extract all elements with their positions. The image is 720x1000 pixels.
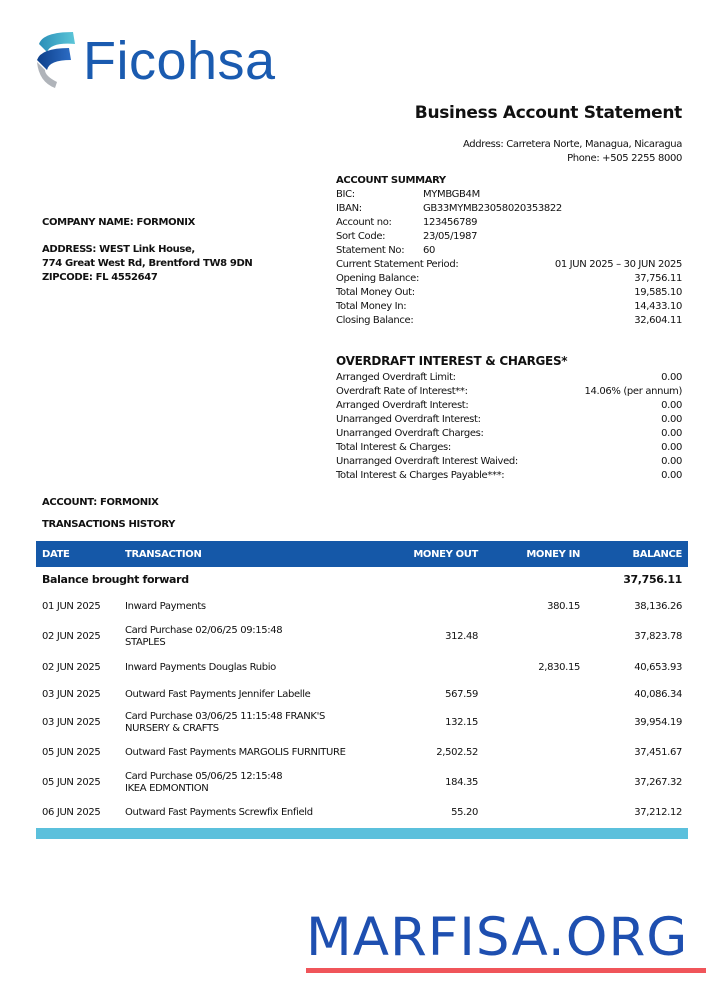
overdraft-row xyxy=(336,455,682,469)
transaction-line1: Card Purchase 05/06/25 12:15:48 xyxy=(125,771,283,782)
row-money-out: 184.35 xyxy=(445,777,478,788)
row-money-in xyxy=(484,798,586,828)
row-money-out: 2,502.52 xyxy=(436,747,478,758)
overdraft-value: 14.06% (per annum) xyxy=(584,386,682,397)
summary-total-label: Closing Balance: xyxy=(336,315,414,326)
row-balance: 37,451.67 xyxy=(634,747,682,758)
summary-field-row xyxy=(336,230,682,244)
overdraft-row xyxy=(336,399,682,413)
summary-total-label: Total Money Out: xyxy=(336,287,415,298)
balance-brought-forward-row xyxy=(36,567,688,593)
customer-address-1: ADDRESS: WEST Link House, xyxy=(42,244,195,255)
table-row xyxy=(36,708,688,738)
row-transaction xyxy=(119,768,382,798)
col-date: DATE xyxy=(36,541,119,567)
overdraft-label: Arranged Overdraft Limit: xyxy=(336,372,456,383)
summary-field-row xyxy=(336,202,682,216)
row-date: 05 JUN 2025 xyxy=(42,747,101,758)
row-money-out: 55.20 xyxy=(451,807,478,818)
row-date: 03 JUN 2025 xyxy=(42,717,101,728)
row-transaction xyxy=(119,654,382,682)
row-balance: 40,653.93 xyxy=(634,662,682,673)
row-money-out: 567.59 xyxy=(445,689,478,700)
overdraft-value: 0.00 xyxy=(661,372,682,383)
overdraft-value: 0.00 xyxy=(661,442,682,453)
summary-total-row xyxy=(336,314,682,328)
summary-total-row xyxy=(336,258,682,272)
transaction-line1: Card Purchase 02/06/25 09:15:48 xyxy=(125,625,283,636)
table-row xyxy=(36,620,688,654)
summary-field-value: 23/05/1987 xyxy=(423,231,478,242)
summary-field-value: 123456789 xyxy=(423,217,478,228)
overdraft-label: Overdraft Rate of Interest**: xyxy=(336,386,468,397)
watermark-underline xyxy=(306,968,706,973)
row-date: 03 JUN 2025 xyxy=(42,689,101,700)
summary-field-row xyxy=(336,244,682,258)
row-money-in xyxy=(484,620,586,654)
overdraft-value: 0.00 xyxy=(661,470,682,481)
table-row xyxy=(36,593,688,620)
row-transaction xyxy=(119,682,382,708)
table-row xyxy=(36,738,688,768)
row-money-in xyxy=(484,768,586,798)
summary-field-value: 60 xyxy=(423,245,436,256)
brought-forward-label: Balance brought forward xyxy=(42,573,189,586)
summary-field-row xyxy=(336,188,682,202)
table-row xyxy=(36,768,688,798)
summary-total-label: Opening Balance: xyxy=(336,273,420,284)
summary-total-value: 01 JUN 2025 – 30 JUN 2025 xyxy=(554,259,682,270)
row-money-in: 380.15 xyxy=(547,600,580,612)
bank-phone: Phone: +505 2255 8000 xyxy=(567,153,682,164)
summary-field-row xyxy=(336,216,682,230)
ficohsa-logo-mark-icon xyxy=(33,30,79,90)
row-money-out xyxy=(382,654,484,682)
transaction-line1: Outward Fast Payments MARGOLIS FURNITURE xyxy=(125,747,346,758)
row-transaction xyxy=(119,798,382,828)
row-date: 05 JUN 2025 xyxy=(42,777,101,788)
row-money-in: 2,830.15 xyxy=(538,662,580,673)
row-money-out: 132.15 xyxy=(445,717,478,728)
row-transaction xyxy=(119,593,382,620)
summary-total-value: 32,604.11 xyxy=(634,315,682,326)
summary-total-row xyxy=(336,272,682,286)
summary-field-label: Account no: xyxy=(336,217,392,228)
table-header-row xyxy=(36,541,688,567)
row-date: 02 JUN 2025 xyxy=(42,662,101,673)
row-transaction xyxy=(119,620,382,654)
row-date: 02 JUN 2025 xyxy=(42,631,101,642)
transaction-line1: Outward Fast Payments Jennifer Labelle xyxy=(125,689,311,700)
summary-field-value: MYMBGB4M xyxy=(423,189,480,200)
overdraft-label: Unarranged Overdraft Interest Waived: xyxy=(336,456,518,467)
row-money-out xyxy=(382,593,484,620)
row-money-in xyxy=(484,708,586,738)
summary-total-value: 14,433.10 xyxy=(634,301,682,312)
ficohsa-logo xyxy=(33,28,283,94)
row-transaction xyxy=(119,738,382,768)
summary-field-label: BIC: xyxy=(336,189,355,200)
overdraft-row xyxy=(336,413,682,427)
row-date: 01 JUN 2025 xyxy=(42,600,101,612)
overdraft-row xyxy=(336,371,682,385)
overdraft-heading: OVERDRAFT INTEREST & CHARGES* xyxy=(336,354,568,368)
account-label: ACCOUNT: FORMONIX xyxy=(42,497,159,508)
overdraft-row xyxy=(336,441,682,455)
row-balance: 38,136.26 xyxy=(634,600,682,612)
summary-total-label: Current Statement Period: xyxy=(336,259,459,270)
summary-field-label: Sort Code: xyxy=(336,231,386,242)
col-balance: BALANCE xyxy=(586,541,688,567)
col-money-out: MONEY OUT xyxy=(382,541,484,567)
watermark-text: MARFISA.ORG xyxy=(306,907,689,968)
overdraft-label: Total Interest & Charges Payable***: xyxy=(336,470,505,481)
overdraft-label: Unarranged Overdraft Interest: xyxy=(336,414,481,425)
row-balance: 39,954.19 xyxy=(634,717,682,728)
overdraft-row xyxy=(336,385,682,399)
overdraft-row xyxy=(336,427,682,441)
transaction-line2: STAPLES xyxy=(125,637,166,648)
overdraft-label: Unarranged Overdraft Charges: xyxy=(336,428,484,439)
row-balance: 37,212.12 xyxy=(634,807,682,818)
customer-address-2: 774 Great West Rd, Brentford TW8 9DN xyxy=(42,258,253,269)
transaction-line2: IKEA EDMONTION xyxy=(125,783,209,794)
overdraft-value: 0.00 xyxy=(661,428,682,439)
transaction-line1: Inward Payments xyxy=(125,600,206,612)
overdraft-row xyxy=(336,469,682,483)
transaction-line2: NURSERY & CRAFTS xyxy=(125,723,219,734)
summary-total-value: 37,756.11 xyxy=(634,273,682,284)
summary-field-value: GB33MYMB23058020353822 xyxy=(423,203,562,214)
table-footer-bar xyxy=(36,828,688,839)
row-money-in xyxy=(484,738,586,768)
row-money-in xyxy=(484,682,586,708)
transaction-line1: Outward Fast Payments Screwfix Enfield xyxy=(125,807,313,818)
transactions-table xyxy=(36,541,688,828)
overdraft-value: 0.00 xyxy=(661,456,682,467)
row-transaction xyxy=(119,708,382,738)
customer-zipcode: ZIPCODE: FL 4552647 xyxy=(42,272,158,283)
brought-forward-balance: 37,756.11 xyxy=(623,573,682,586)
transaction-line1: Inward Payments Douglas Rubio xyxy=(125,662,276,673)
summary-field-label: Statement No: xyxy=(336,245,405,256)
row-balance: 37,267.32 xyxy=(634,777,682,788)
summary-field-label: IBAN: xyxy=(336,203,362,214)
table-row xyxy=(36,654,688,682)
row-balance: 37,823.78 xyxy=(634,631,682,642)
summary-total-row xyxy=(336,300,682,314)
overdraft-value: 0.00 xyxy=(661,400,682,411)
statement-title: Business Account Statement xyxy=(414,103,682,123)
summary-total-label: Total Money In: xyxy=(336,301,407,312)
company-name: COMPANY NAME: FORMONIX xyxy=(42,217,195,228)
row-money-out: 312.48 xyxy=(445,631,478,642)
col-money-in: MONEY IN xyxy=(484,541,586,567)
bank-address: Address: Carretera Norte, Managua, Nicaragua xyxy=(462,139,682,150)
summary-total-row xyxy=(336,286,682,300)
transactions-history-label: TRANSACTIONS HISTORY xyxy=(42,519,176,530)
table-row xyxy=(36,682,688,708)
row-balance: 40,086.34 xyxy=(634,689,682,700)
col-transaction: TRANSACTION xyxy=(119,541,382,567)
summary-total-value: 19,585.10 xyxy=(634,287,682,298)
table-row xyxy=(36,798,688,828)
overdraft-value: 0.00 xyxy=(661,414,682,425)
account-summary-heading: ACCOUNT SUMMARY xyxy=(336,175,446,186)
row-date: 06 JUN 2025 xyxy=(42,807,101,818)
overdraft-label: Arranged Overdraft Interest: xyxy=(336,400,469,411)
brand-name: Ficohsa xyxy=(83,31,276,91)
marfisa-watermark xyxy=(306,908,706,973)
overdraft-label: Total Interest & Charges: xyxy=(336,442,451,453)
transaction-line1: Card Purchase 03/06/25 11:15:48 FRANK'S xyxy=(125,711,325,722)
